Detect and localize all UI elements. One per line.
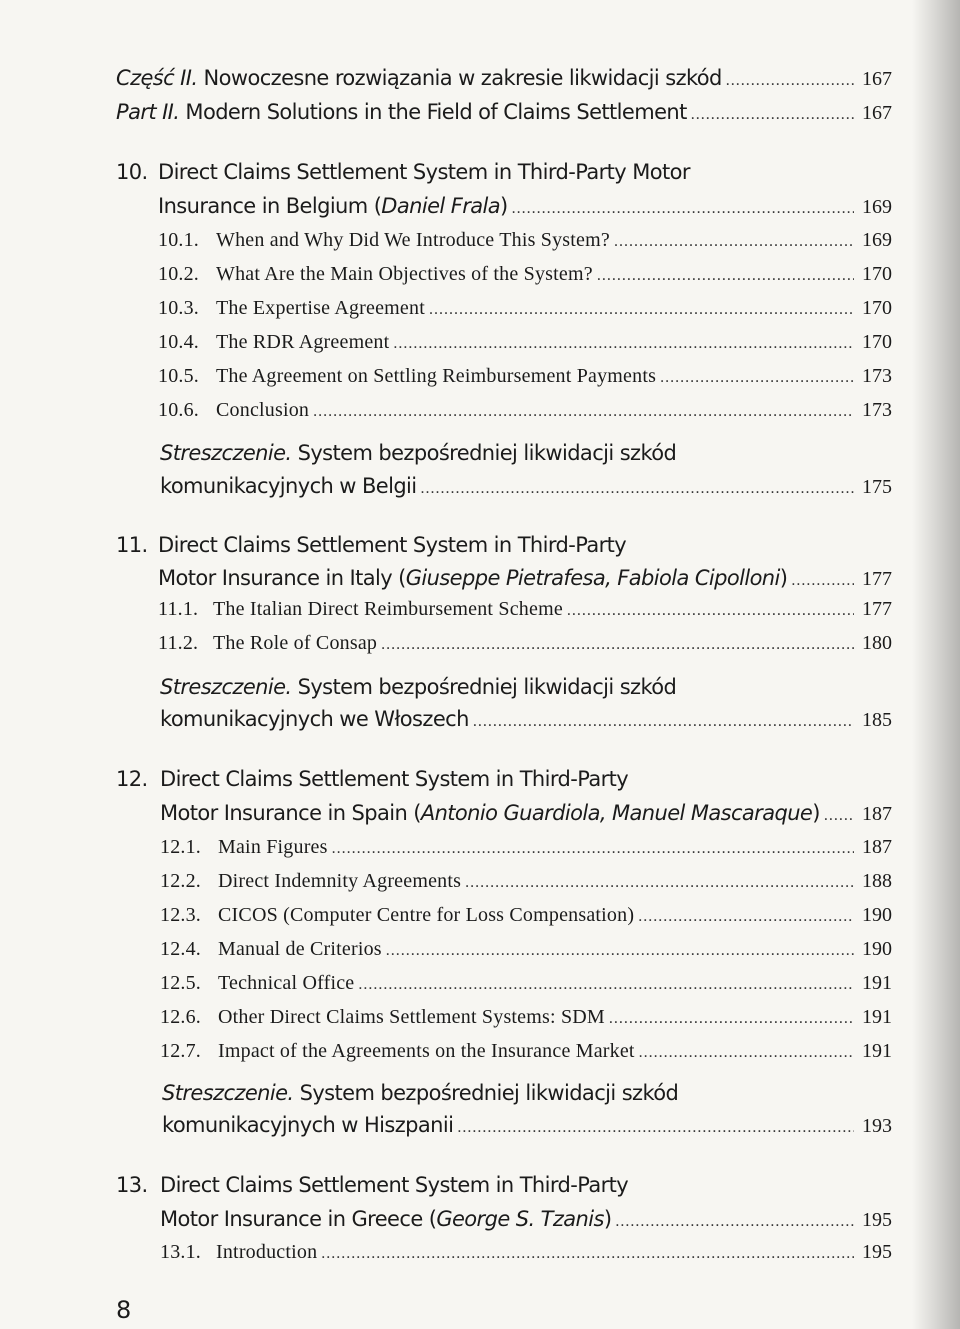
dot-leader [358, 976, 854, 994]
toc-section-10-1: 10.1. When and Why Did We Introduce This System? ..... 169 [158, 229, 892, 252]
dot-leader [609, 1010, 854, 1028]
toc-section-10-5: 10.5. The Agreement on Settling Reimbursement Payments ..... 173 [158, 365, 892, 388]
page-number: 195 [862, 1209, 892, 1231]
chapter-10-title-line1 [116, 160, 892, 184]
chapter-title: Direct Claims Settlement System in Third-Party [158, 533, 627, 557]
part-title-pl: Nowoczesne rozwiązania w zakresie likwidacji szkód [203, 66, 722, 90]
chapter-title-cont: Insurance in Belgium ( [158, 194, 382, 218]
dot-leader [614, 233, 854, 251]
dot-leader [615, 1213, 854, 1231]
dot-leader [567, 602, 854, 620]
chapter-11-title-line1 [116, 533, 892, 557]
dot-leader [393, 335, 854, 353]
dot-leader [421, 480, 854, 498]
chapter-10-title-line2: Insurance in Belgium ( Daniel Frala ) ..... 169 [158, 194, 892, 219]
part-prefix-pl: Część II. [116, 66, 198, 90]
page-number: 167 [862, 68, 892, 90]
page-folio: 8 [116, 1296, 132, 1324]
summary-10-line1: Streszczenie. System bezpośredniej likwidacji szkód [160, 441, 677, 465]
dot-leader [332, 840, 854, 858]
dot-leader [465, 874, 854, 892]
dot-leader [321, 1245, 854, 1263]
summary-label: Streszczenie. [160, 441, 292, 465]
toc-section-12-4: 12.4. Manual de Criterios ..... 190 [160, 938, 892, 961]
chapter-title-cont: Motor Insurance in Spain ( [160, 801, 421, 825]
page-number: 177 [862, 568, 892, 590]
dot-leader [381, 636, 854, 654]
toc-section-12-3: 12.3. CICOS (Computer Centre for Loss Compensation) ..... 190 [160, 904, 892, 927]
toc-section-12-5: 12.5. Technical Office ..... 191 [160, 972, 892, 995]
chapter-12-title-line2: Motor Insurance in Spain ( Antonio Guardiola, Manuel Mascaraque ) ..... 187 [160, 801, 892, 826]
chapter-number: 11. [116, 533, 148, 557]
dot-leader [824, 807, 854, 825]
chapter-title: Direct Claims Settlement System in Third-Party Motor [158, 160, 690, 184]
chapter-number: 10. [116, 160, 148, 184]
dot-leader [429, 301, 854, 319]
dot-leader [457, 1119, 854, 1137]
summary-11-line1: Streszczenie. System bezpośredniej likwidacji szkód [160, 675, 677, 699]
chapter-title: Direct Claims Settlement System in Third-Party [160, 767, 629, 791]
page-number: 169 [862, 196, 892, 218]
dot-leader [512, 200, 854, 218]
page-number: 167 [862, 102, 892, 124]
chapter-13-title-line1 [116, 1173, 892, 1197]
chapter-11-title-line2: Motor Insurance in Italy ( Giuseppe Pietrafesa, Fabiola Cipolloni ) ..... 177 [158, 566, 892, 591]
toc-section-10-6: 10.6. Conclusion ..... 173 [158, 399, 892, 422]
chapter-author: Daniel Frala [381, 194, 500, 218]
dot-leader [726, 72, 854, 90]
chapter-author: Giuseppe Pietrafesa, Fabiola Cipolloni [405, 566, 780, 590]
dot-leader [691, 106, 854, 124]
chapter-number: 13. [116, 1173, 148, 1197]
toc-section-13-1: 13.1. Introduction ..... 195 [160, 1241, 892, 1264]
toc-section-12-6: 12.6. Other Direct Claims Settlement Systems: SDM ..... 191 [160, 1006, 892, 1029]
chapter-title-cont: Motor Insurance in Greece ( [160, 1207, 437, 1231]
toc-section-12-7: 12.7. Impact of the Agreements on the Insurance Market ..... 191 [160, 1040, 892, 1063]
chapter-12-title-line1 [116, 767, 892, 791]
chapter-13-title-line2: Motor Insurance in Greece ( George S. Tzanis ) ..... 195 [160, 1207, 892, 1232]
toc-entry-part-pl [116, 66, 892, 91]
toc-section-10-4: 10.4. The RDR Agreement ..... 170 [158, 331, 892, 354]
summary-11-line2: komunikacyjnych we Włoszech ..... 185 [160, 707, 892, 732]
dot-leader [639, 1044, 854, 1062]
toc-section-12-2: 12.2. Direct Indemnity Agreements ..... 188 [160, 870, 892, 893]
toc-section-11-1: 11.1. The Italian Direct Reimbursement Scheme ..... 177 [158, 598, 892, 621]
summary-12-line1: Streszczenie. System bezpośredniej likwidacji szkód [162, 1081, 679, 1105]
toc-entry-part-en [116, 100, 892, 125]
chapter-number: 12. [116, 767, 148, 791]
summary-label: Streszczenie. [162, 1081, 294, 1105]
chapter-title: Direct Claims Settlement System in Third-Party [160, 1173, 629, 1197]
dot-leader [597, 267, 854, 285]
dot-leader [660, 369, 854, 387]
part-title-en: Modern Solutions in the Field of Claims Settlement [185, 100, 687, 124]
dot-leader [386, 942, 854, 960]
summary-label: Streszczenie. [160, 675, 292, 699]
chapter-author: Antonio Guardiola, Manuel Mascaraque [420, 801, 813, 825]
toc-section-11-2: 11.2. The Role of Consap ..... 180 [158, 632, 892, 655]
chapter-author: George S. Tzanis [436, 1207, 604, 1231]
dot-leader [473, 713, 854, 731]
summary-12-line2: komunikacyjnych w Hiszpanii ..... 193 [162, 1113, 892, 1138]
toc-section-12-1: 12.1. Main Figures ..... 187 [160, 836, 892, 859]
page-number: 187 [862, 803, 892, 825]
page-spine-shadow [912, 0, 960, 1329]
summary-10-line2: komunikacyjnych w Belgii ..... 175 [160, 474, 892, 499]
dot-leader [313, 403, 854, 421]
toc-section-10-2: 10.2. What Are the Main Objectives of the System? ..... 170 [158, 263, 892, 286]
dot-leader [791, 572, 854, 590]
chapter-title-cont: Motor Insurance in Italy ( [158, 566, 406, 590]
dot-leader [638, 908, 854, 926]
part-prefix-en: Part II. [116, 100, 180, 124]
toc-section-10-3: 10.3. The Expertise Agreement ..... 170 [158, 297, 892, 320]
